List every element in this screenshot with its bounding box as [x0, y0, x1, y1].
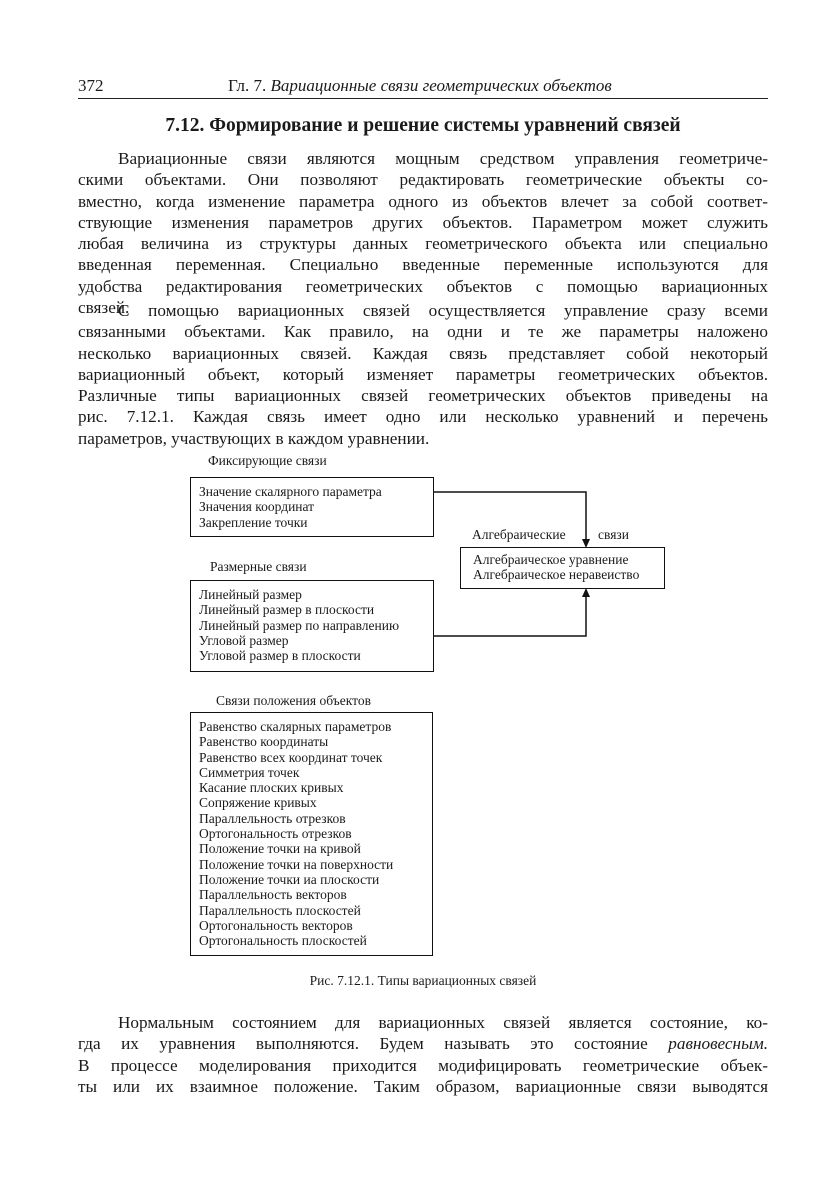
constraint-item: Угловой размер в плоскости	[199, 648, 361, 664]
constraint-item: Сопряжение кривых	[199, 795, 317, 811]
constraint-item: Положение точки иа плоскости	[199, 871, 380, 887]
constraint-item: Линейный размер в плоскости	[199, 602, 375, 618]
caption-prefix: Рис. 7.12.1.	[309, 973, 375, 988]
chapter-prefix: Гл. 7.	[228, 76, 267, 95]
constraint-item: Алгебраическое неравеиство	[473, 567, 640, 583]
text-line: скими объектами. Они позволяют редактировать геометрические объекты со-	[78, 170, 768, 190]
text-line	[78, 1033, 768, 1054]
figure-caption	[78, 973, 768, 989]
fixing-constraints-box	[190, 477, 434, 537]
text-line: введенная переменная. Специально введенные переменные используются для	[78, 255, 768, 275]
constraint-item: Значение скалярного параметра	[199, 484, 382, 499]
constraint-item: Положение точки на поверхности	[199, 856, 394, 872]
chapter-title: Вариационные связи геометрических объектов	[270, 76, 612, 95]
text-line: несколько вариационных связей. Каждая связь представляет собой некоторый	[78, 343, 768, 363]
algebraic-constraints-box	[460, 547, 665, 589]
algebraic-constraints-label-right: связи	[598, 527, 629, 542]
constraint-item: Касание плоских кривых	[199, 780, 344, 796]
constraint-item: Ортогональность плоскостей	[199, 933, 367, 949]
section-title: 7.12. Формирование и решение системы уравнений связей	[165, 115, 681, 136]
constraint-item: Симметрия точек	[199, 764, 300, 780]
dimensional-constraints-box	[190, 580, 434, 672]
constraint-item: Равенство скалярных параметров	[199, 719, 392, 734]
text-line: вариационный объект, который изменяет параметры геометрических объектов.	[78, 364, 768, 384]
paragraph-3	[78, 1012, 768, 1097]
page-number: 372	[78, 76, 104, 95]
dimensional-constraints-label: Размерные связи	[210, 559, 307, 574]
text-line: рис. 7.12.1. Каждая связь имеет одно или несколько уравнений и перечень	[78, 407, 768, 427]
constraint-item: Положение точки на кривой	[199, 841, 361, 857]
position-constraints-label: Связи положения объектов	[216, 693, 371, 708]
text-line: ты или их взаимное положение. Таким образом, вариационные связи выводятся	[78, 1076, 768, 1096]
text-line: Вариационные связи являются мощным средством управления геометриче-	[118, 149, 768, 168]
algebraic-constraints-label-left: Алгебраические	[472, 527, 566, 542]
text-line: ствующие изменения параметров других объектов. Параметром может служить	[78, 212, 768, 232]
emphasis-term: равновесным.	[668, 1034, 768, 1054]
constraint-item: Параллельность векторов	[199, 887, 347, 903]
constraint-item: Закрепление точки	[199, 514, 308, 530]
fixing-constraints-label: Фиксирующие связи	[208, 453, 327, 468]
text-line: связей.	[78, 298, 130, 318]
text-line: вместно, когда изменение параметра одного из объектов влечет за собой соответ-	[78, 191, 768, 211]
constraint-item: Значения координат	[199, 499, 315, 515]
caption-text: Типы вариационных связей	[377, 973, 537, 988]
text-line: Различные типы вариационных связей геометрических объектов приведены на	[78, 386, 768, 406]
constraint-item: Ортогональность отрезков	[199, 826, 352, 842]
constraint-item: Параллельность плоскостей	[199, 902, 361, 918]
constraint-item: Равенство всех координат точек	[199, 749, 383, 765]
text-line: любая величина из структуры данных геометрического объекта или специально	[78, 234, 768, 254]
text-fragment: гда их уравнения выполняются. Будем называть это состояние	[78, 1034, 669, 1054]
constraint-item: Параллельность отрезков	[199, 810, 346, 826]
constraint-item: Алгебраическое уравнение	[473, 552, 629, 567]
text-line: С помощью вариационных связей осуществляется управление сразу всеми	[118, 301, 768, 320]
constraint-item: Угловой размер	[199, 632, 289, 648]
text-line: параметров, участвующих в каждом уравнении.	[78, 428, 430, 448]
position-constraints-box	[190, 712, 433, 956]
constraint-item: Линейный размер	[199, 587, 302, 602]
constraint-item: Равенство координаты	[199, 734, 329, 750]
text-line: В процессе моделирования приходится модифицировать геометрические объек-	[78, 1055, 768, 1075]
text-line: Нормальным состоянием для вариационных связей является состояние, ко-	[118, 1013, 768, 1032]
constraint-item: Линейный размер по направлению	[199, 617, 400, 633]
constraint-item: Ортогональность векторов	[199, 917, 353, 933]
text-line: удобства редактирования геометрических объектов с помощью вариационных	[78, 276, 768, 296]
text-line: связанными объектами. Как правило, на одни и те же параметры наложено	[78, 322, 768, 342]
